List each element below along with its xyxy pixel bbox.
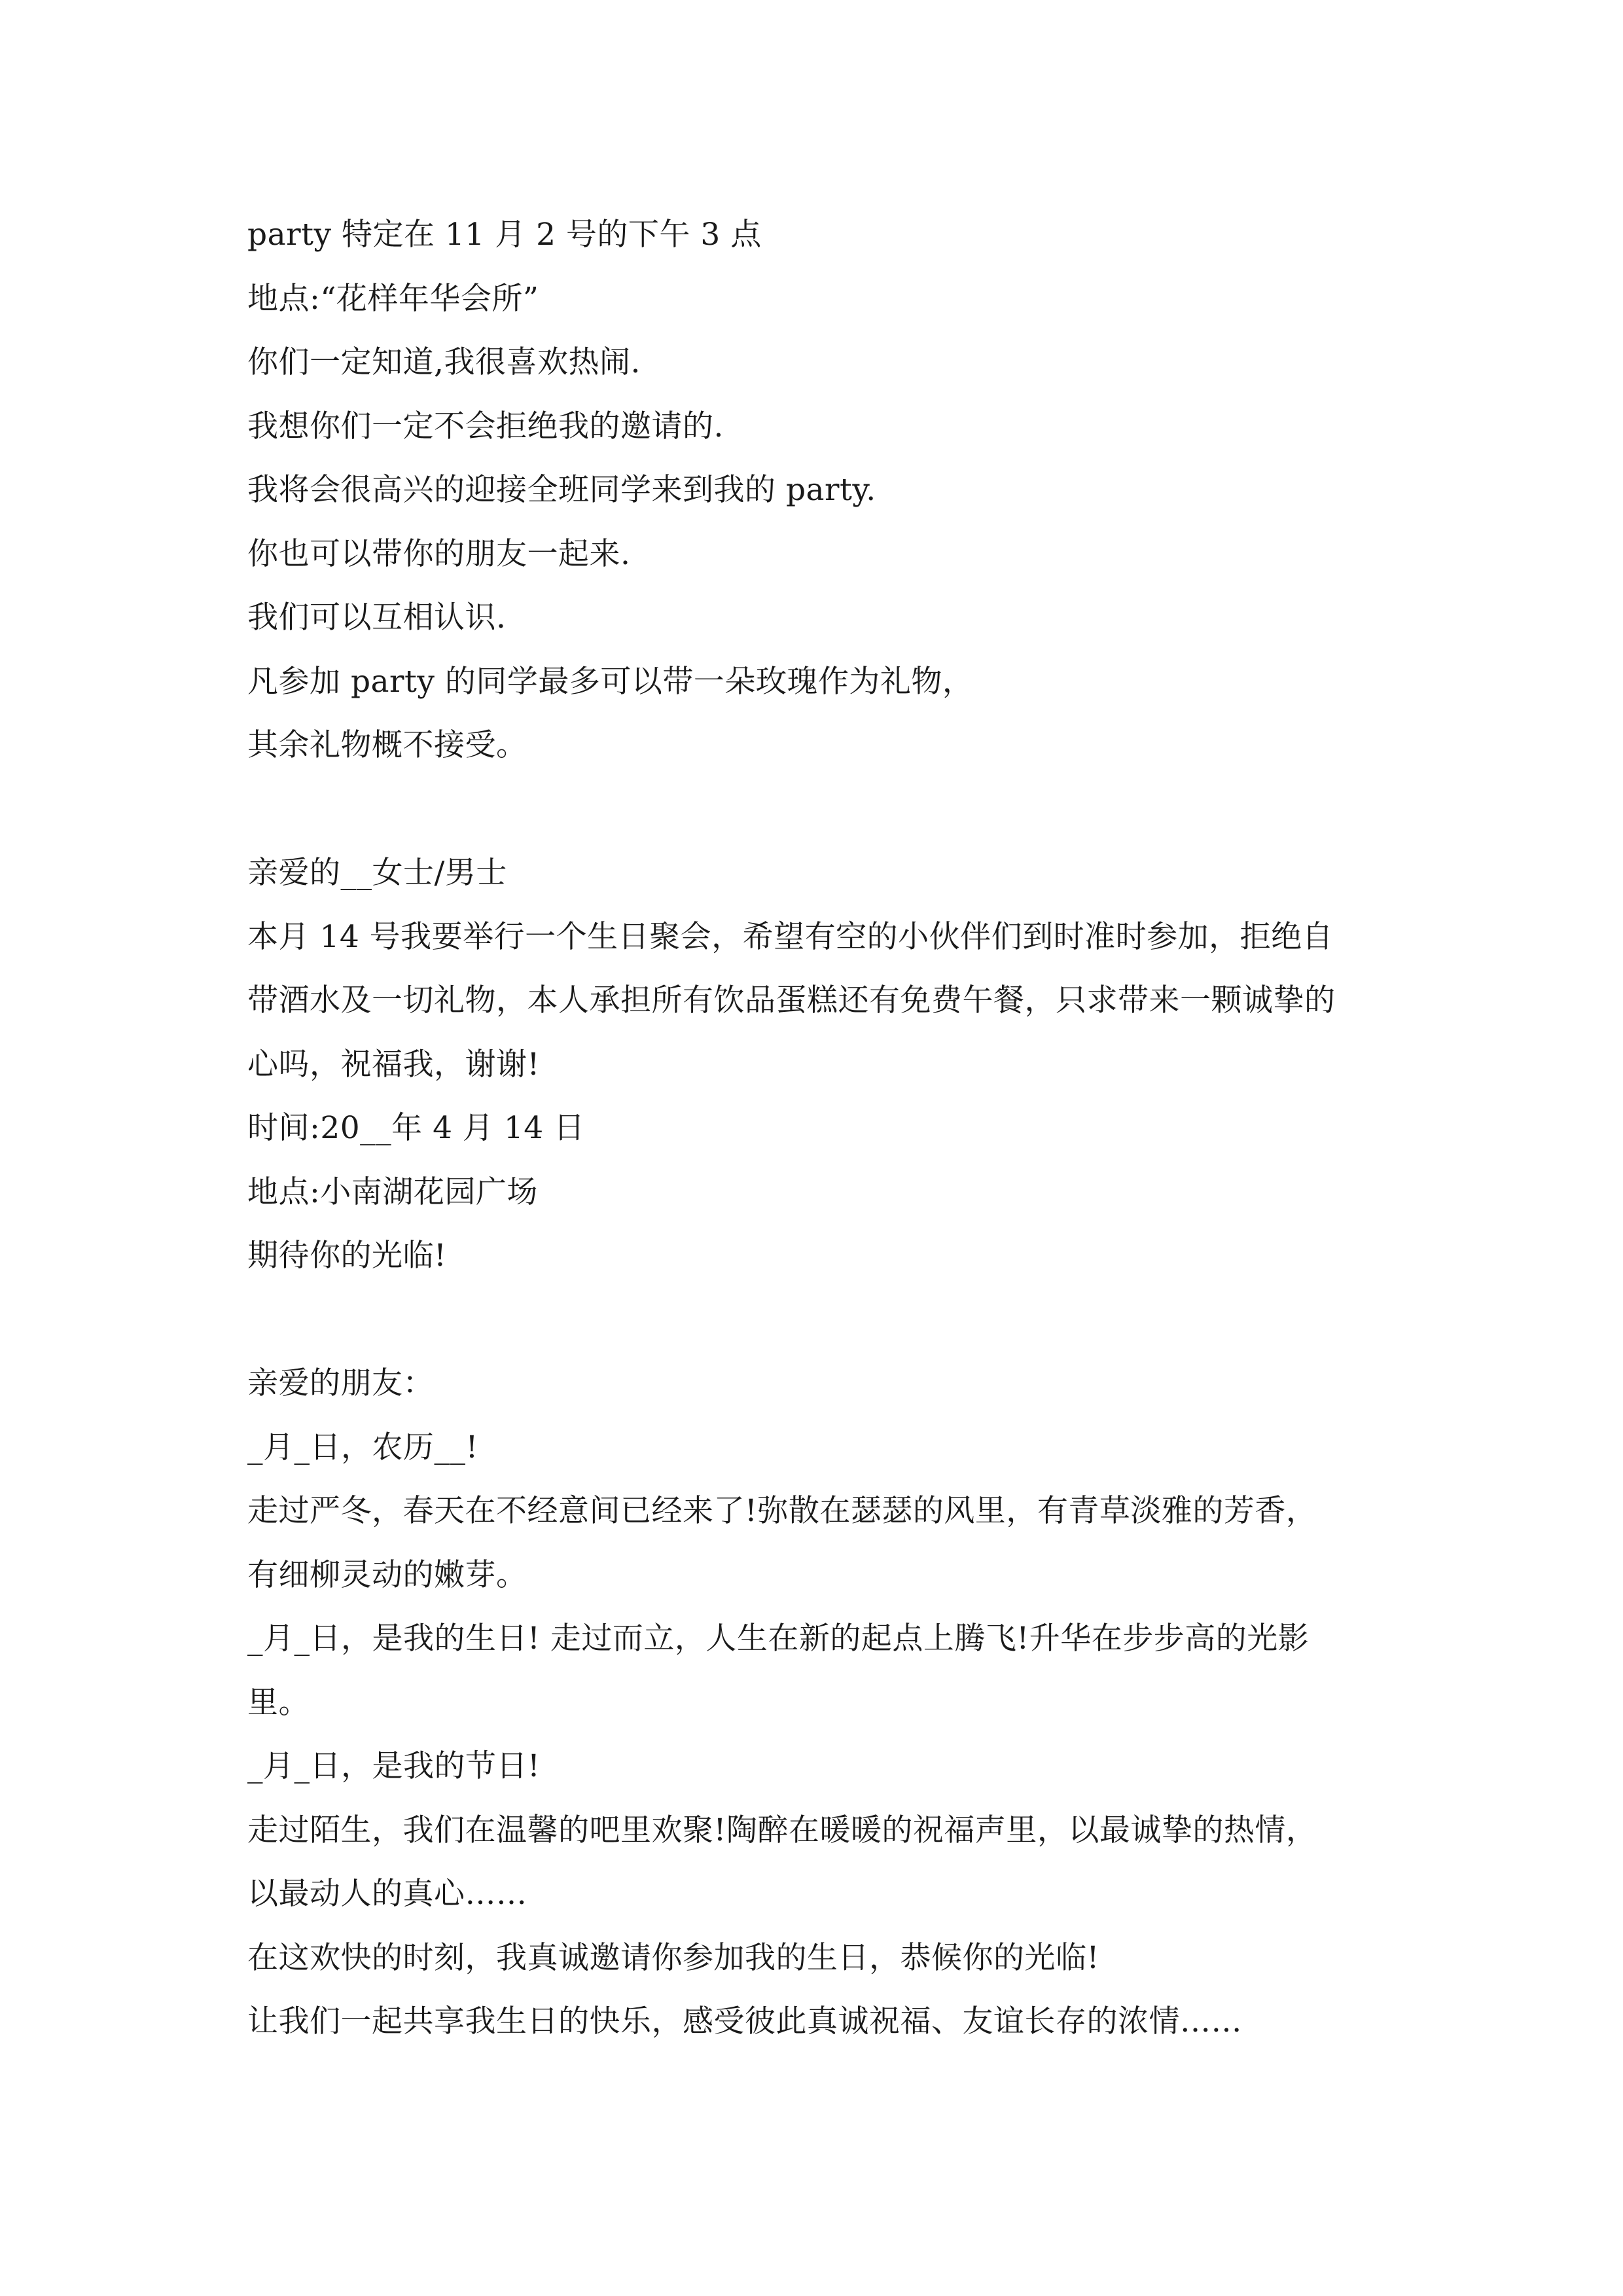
document-page <box>247 203 1393 2054</box>
text-line: 你们一定知道,我很喜欢热闹. <box>247 344 641 380</box>
text-line: 以最动人的真心…… <box>247 1876 527 1912</box>
section-birthday-letter <box>247 1352 1393 2054</box>
text-line: 让我们一起共享我生日的快乐，感受彼此真诚祝福、友谊长存的浓情…… <box>247 2003 1242 2039</box>
paragraph-gap <box>247 778 1393 842</box>
section-party-invitation <box>247 203 1393 778</box>
text-line: 期待你的光临! <box>247 1238 447 1274</box>
text-line: 有细柳灵动的嫩芽。 <box>247 1556 527 1593</box>
text-line: 走过陌生，我们在温馨的吧里欢聚!陶醉在暖暖的祝福声里，以最诚挚的热情， <box>247 1812 1317 1848</box>
text-line: _月_日，是我的生日! 走过而立，人生在新的起点上腾飞!升华在步步高的光影 <box>247 1621 1310 1657</box>
event-location: 地点:小南湖花园广场 <box>247 1174 538 1210</box>
text-line: _月_日，农历__! <box>247 1429 478 1465</box>
paragraph-gap <box>247 1288 1393 1352</box>
text-line: party 特定在 11 月 2 号的下午 3 点 <box>247 217 762 253</box>
text-line: 我们可以互相认识. <box>247 600 507 636</box>
text-line: 带酒水及一切礼物，本人承担所有饮品蛋糕还有免费午餐，只求带来一颗诚挚的 <box>247 982 1336 1018</box>
text-line: 本月 14 号我要举行一个生日聚会，希望有空的小伙伴们到时准时参加，拒绝自 <box>247 918 1334 955</box>
text-line: 地点:“花样年华会所” <box>247 280 539 317</box>
text-line: 走过严冬，春天在不经意间已经来了!弥散在瑟瑟的风里，有青草淡雅的芳香， <box>247 1493 1317 1529</box>
section-birthday-gathering <box>247 841 1393 1288</box>
text-line: 凡参加 party 的同学最多可以带一朵玫瑰作为礼物， <box>247 663 974 700</box>
salutation: 亲爱的__女士/男士 <box>247 855 507 891</box>
text-line: _月_日，是我的节日! <box>247 1748 541 1784</box>
text-line: 在这欢快的时刻，我真诚邀请你参加我的生日，恭候你的光临! <box>247 1939 1099 1976</box>
text-line: 里。 <box>247 1684 310 1721</box>
text-line: 其余礼物概不接受。 <box>247 727 527 763</box>
text-line: 我想你们一定不会拒绝我的邀请的. <box>247 408 724 444</box>
event-time: 时间:20__年 4 月 14 日 <box>247 1110 585 1146</box>
salutation: 亲爱的朋友： <box>247 1365 434 1401</box>
text-line: 我将会很高兴的迎接全班同学来到我的 party. <box>247 472 876 508</box>
text-line: 你也可以带你的朋友一起来. <box>247 535 631 572</box>
text-line: 心吗，祝福我，谢谢! <box>247 1046 540 1083</box>
